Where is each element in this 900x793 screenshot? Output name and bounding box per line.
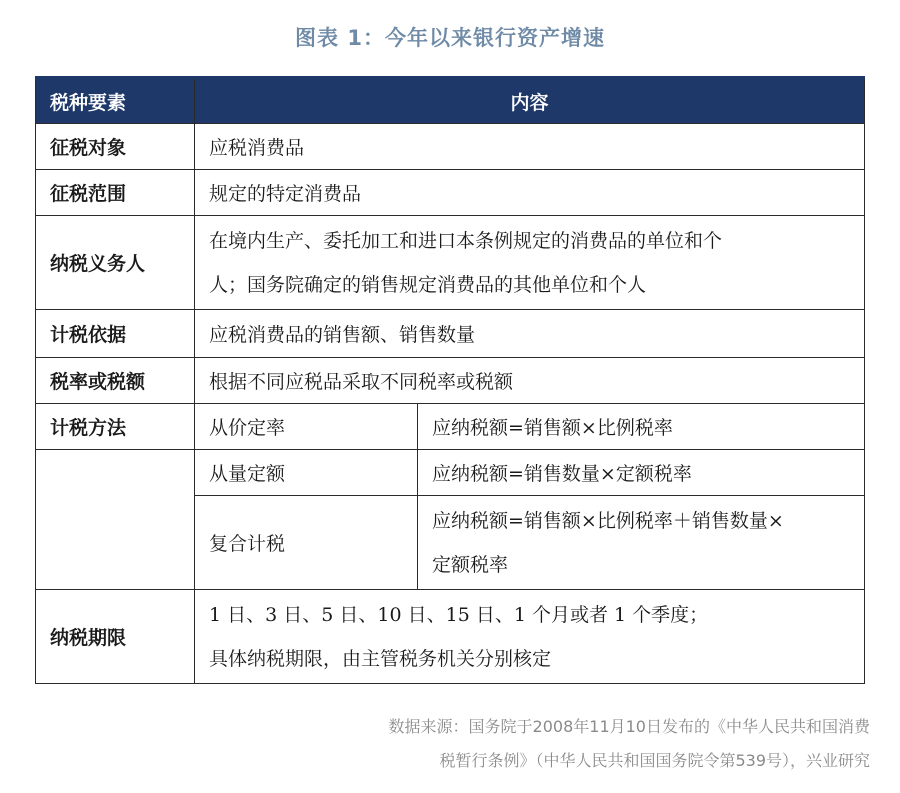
row-value-rate: 根据不同应税品采取不同税率或税额 xyxy=(195,358,865,404)
payer-line-1: 在境内生产、委托加工和进口本条例规定的消费品的单位和个 xyxy=(209,229,723,252)
row-label-payer: 纳税义务人 xyxy=(36,216,195,310)
row-value-payer xyxy=(195,216,865,310)
source-note xyxy=(310,710,870,778)
payer-line-2: 人；国务院确定的销售规定消费品的其他单位和个人 xyxy=(209,273,647,296)
method-compound-name: 复合计税 xyxy=(195,496,418,590)
period-line-1: 1 日、3 日、5 日、10 日、15 日、1 个月或者 1 个季度； xyxy=(209,603,709,626)
table-row xyxy=(36,170,865,216)
row-label-method: 计税方法 xyxy=(36,404,195,450)
consumption-tax-table xyxy=(35,76,865,684)
compound-formula-line-1: 应纳税额=销售额×比例税率＋销售数量× xyxy=(432,509,784,532)
table-row xyxy=(36,590,865,684)
row-value-object: 应税消费品 xyxy=(195,124,865,170)
method-empty-cell xyxy=(36,450,195,590)
header-tax-element: 税种要素 xyxy=(36,78,195,124)
row-value-scope: 规定的特定消费品 xyxy=(195,170,865,216)
table-row xyxy=(36,450,865,496)
method-specific-name: 从量定额 xyxy=(195,450,418,496)
method-compound-formula xyxy=(418,496,865,590)
source-line-1: 数据来源：国务院于2008年11月10日发布的《中华人民共和国消费 xyxy=(388,717,870,736)
row-label-period: 纳税期限 xyxy=(36,590,195,684)
row-value-period xyxy=(195,590,865,684)
row-label-object: 征税对象 xyxy=(36,124,195,170)
header-content: 内容 xyxy=(195,78,865,124)
row-label-basis: 计税依据 xyxy=(36,310,195,358)
table-row xyxy=(36,216,865,310)
table-row xyxy=(36,404,865,450)
method-specific-formula: 应纳税额=销售数量×定额税率 xyxy=(418,450,865,496)
table-row xyxy=(36,358,865,404)
table-row xyxy=(36,124,865,170)
row-label-rate: 税率或税额 xyxy=(36,358,195,404)
table-header-row xyxy=(36,78,865,124)
method-ad-valorem-formula: 应纳税额=销售额×比例税率 xyxy=(418,404,865,450)
source-line-2: 税暂行条例》（中华人民共和国国务院令第539号），兴业研究 xyxy=(439,751,870,770)
method-ad-valorem-name: 从价定率 xyxy=(195,404,418,450)
compound-formula-line-2: 定额税率 xyxy=(432,553,509,576)
row-label-scope: 征税范围 xyxy=(36,170,195,216)
figure-title: 图表 1：今年以来银行资产增速 xyxy=(295,26,605,50)
period-line-2: 具体纳税期限，由主管税务机关分别核定 xyxy=(209,647,552,670)
row-value-basis: 应税消费品的销售额、销售数量 xyxy=(195,310,865,358)
table-row xyxy=(36,310,865,358)
